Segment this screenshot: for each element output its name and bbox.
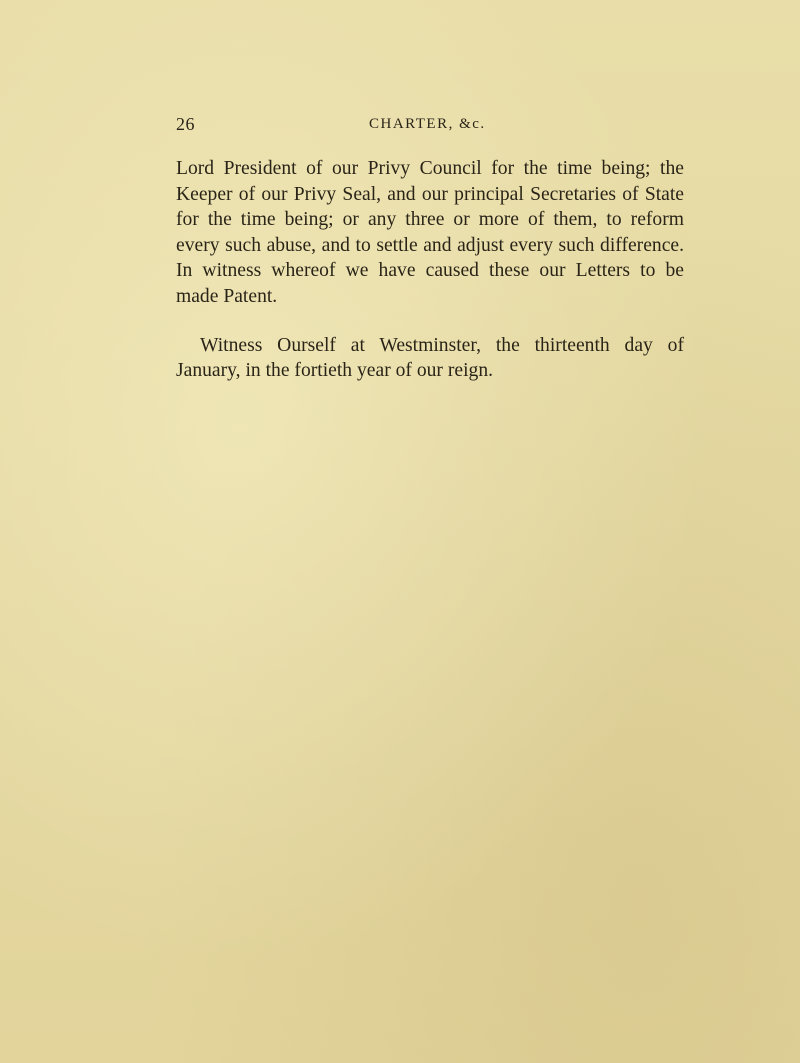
running-head: CHARTER, &c. — [369, 116, 486, 132]
text-line: Keeper of our Privy Seal, and our principal Secretaries of State — [176, 183, 684, 205]
page-header — [176, 114, 616, 138]
text-line: January, in the fortieth year of our reign. — [176, 360, 494, 382]
text-line: made Patent. — [176, 285, 278, 307]
text-line: Witness Ourself at Westminster, the thirteenth day of — [200, 334, 684, 356]
text-line: Lord President of our Privy Council for the time being; the — [176, 158, 684, 179]
page-number: 26 — [176, 114, 195, 134]
body-text — [176, 156, 684, 384]
paragraph — [176, 156, 684, 310]
paragraph — [176, 333, 684, 384]
text-line: for the time being; or any three or more of them, to reform — [176, 209, 684, 231]
text-line: every such abuse, and to settle and adjust every such difference. — [176, 234, 684, 256]
text-line: In witness whereof we have caused these our Letters to be — [176, 260, 684, 282]
